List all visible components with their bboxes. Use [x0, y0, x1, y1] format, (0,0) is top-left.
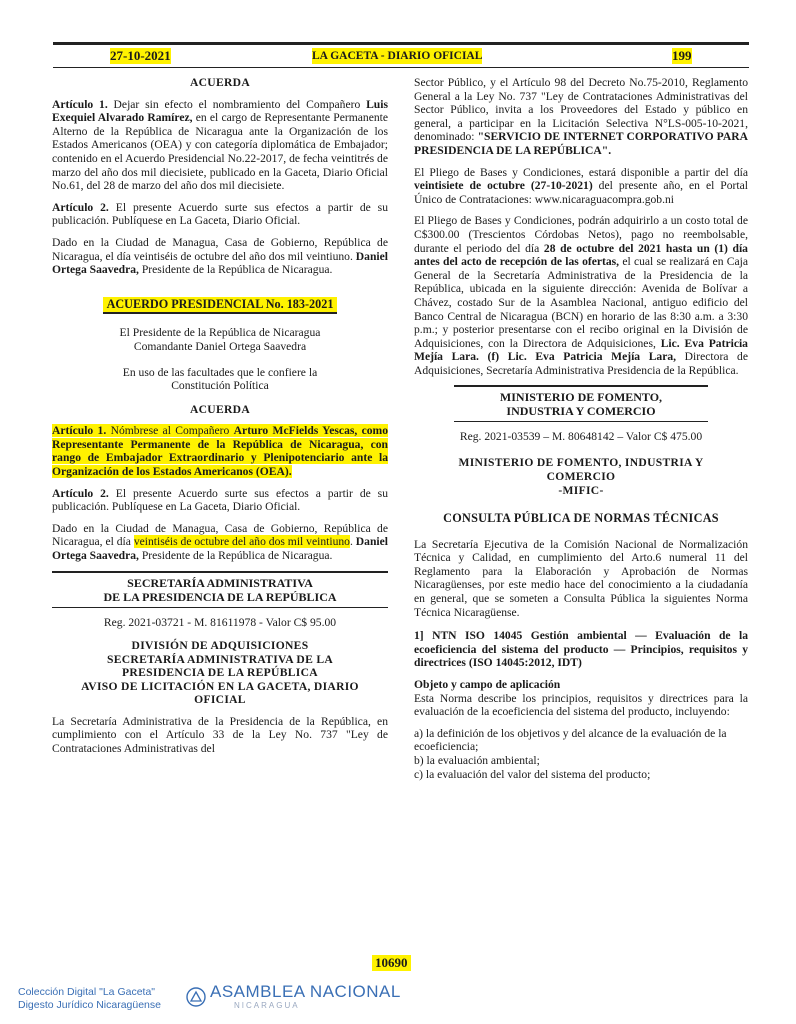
- division-line: AVISO DE LICITACIÓN EN LA GACETA, DIARIO: [81, 679, 359, 693]
- article-label: Artículo 1.: [52, 424, 107, 438]
- article-2: [52, 487, 388, 514]
- header-page-number: 199: [672, 48, 692, 63]
- pliego-date: veintisiete de octubre (27-10-2021): [414, 179, 593, 193]
- president-line: El Presidente de la República de Nicaragua: [119, 326, 321, 340]
- article-2: [52, 201, 388, 228]
- asamblea-country: NICARAGUA: [234, 1001, 300, 1010]
- ministerio-line: INDUSTRIA Y COMERCIO: [506, 404, 656, 419]
- list-item: c) la evaluación del valor del sistema del producto;: [414, 767, 651, 781]
- article-text: El presente Acuerdo surte sus efectos a partir de su publicación. Publíquese en La Gaceta, Diario Oficial.: [52, 200, 388, 228]
- aviso-paragraph: La Secretaría Administrativa de la Presidencia de la República, en cumplimiento con el Artículo 33 de la Ley No. 737 "Ley de Contrataciones Administrativas del: [52, 714, 388, 755]
- header-date: 27-10-2021: [110, 48, 171, 63]
- footer-collection-line: Digesto Jurídico Nicaragüense: [18, 999, 161, 1011]
- mific-line: -MIFIC-: [558, 484, 604, 498]
- article-label: Artículo 1.: [52, 97, 108, 111]
- consulta-title: CONSULTA PÚBLICA DE NORMAS TÉCNICAS: [443, 511, 719, 526]
- division-line: DIVISIÓN DE ADQUISICIONES: [131, 639, 309, 653]
- pliego-acquisition: [414, 214, 748, 377]
- right-column: [414, 76, 748, 787]
- norma-title: 1] NTN ISO 14045 Gestión ambiental — Evaluación de la ecoeficiencia del sistema del producto — Principios, requisitos y directrices (ISO 14045:2012, IDT): [414, 629, 748, 670]
- licitacion-text: Sector Público, y el Artículo 98 del Decreto No.75-2010, Reglamento General a la Ley No. 737 "Ley de Contrataciones Administrativas del Sector Público, invita a los Proveedores del Estado y público en general, a participar en la Licitación Selectiva N°LS-005-10-2021, denominado:: [414, 76, 748, 144]
- article-text: Dejar sin efecto el nombramiento del Compañero: [107, 97, 367, 111]
- division-line: SECRETARÍA ADMINISTRATIVA DE LA: [106, 652, 334, 666]
- pliego-text: El Pliego de Bases y Condiciones, podrán adquirirlo a un costo total de C$300.00 (Trescientos Córdobas Netos), pago no reembolsable, durante el periodo del día: [414, 214, 748, 255]
- pliego-text: del presente año, en el Portal Único de Contrataciones: www.nicaraguacompra.gob.ni: [414, 179, 748, 206]
- secretaria-line: SECRETARÍA ADMINISTRATIVA: [127, 575, 313, 590]
- article-1-appointment: [52, 424, 388, 478]
- faculties-line: En uso de las facultades que le confiere la: [122, 365, 318, 379]
- constitution-line: Constitución Política: [171, 379, 269, 393]
- article-label: Artículo 2.: [52, 200, 109, 214]
- acuerdo-title: ACUERDO PRESIDENCIAL No. 183-2021: [103, 297, 338, 315]
- objeto-paragraph: Esta Norma describe los principios, requisitos y directrices para la evaluación de la ecoeficiencia del sistema del producto, incluyendo:: [414, 691, 748, 719]
- footer-asamblea: [186, 983, 401, 1010]
- pliego-text: El Pliego de Bases y Condiciones, estará disponible a partir del día: [414, 165, 748, 179]
- given-at-text: Dado en la Ciudad de Managua, Casa de Gobierno, República de Nicaragua, el día: [52, 521, 388, 549]
- given-at-text: Dado en la Ciudad de Managua, Casa de Gobierno, República de Nicaragua, el día veintiséis de octubre del año dos mil veintiuno.: [52, 235, 388, 263]
- asamblea-logo-icon: [186, 987, 206, 1007]
- asamblea-name: ASAMBLEA NACIONAL: [210, 982, 401, 1001]
- page-footer-number: 10690: [372, 955, 411, 971]
- signer-role: Directora de Adquisiciones, Secretaría Administrativa Presidencia de la República.: [414, 350, 748, 377]
- objeto-title: Objeto y campo de aplicación: [414, 678, 561, 691]
- division-line: PRESIDENCIA DE LA REPÚBLICA: [122, 666, 318, 680]
- article-text: en el cargo de Representante Permanente Alterno de la República de Nicaragua ante la Organización de los Estados Americanos (OEA) y con categoría diplomática de Embajador; contenido en el Acuerdo Presidencial No.22-2017, de fecha veintitrés de marzo del año dos mil diecisiete, publicado en la Gaceta, Diario Oficial No.61, del 28 de marzo del año dos mil diecisiete.: [52, 111, 388, 193]
- pliego-period: 28 de octubre del 2021 hasta un (1) día antes del acto de recepción de las ofertas,: [414, 241, 748, 269]
- left-column: [52, 76, 388, 764]
- mific-line: COMERCIO: [546, 470, 616, 484]
- header-publication: LA GACETA - DIARIO OFICIAL: [312, 50, 483, 62]
- signer-name: Daniel Ortega Saavedra,: [52, 535, 388, 563]
- secretaria-line: DE LA PRESIDENCIA DE LA REPÚBLICA: [103, 589, 337, 604]
- mific-line: MINISTERIO DE FOMENTO, INDUSTRIA Y: [458, 456, 704, 470]
- president-name-line: Comandante Daniel Ortega Saavedra: [133, 339, 307, 353]
- ministerio-heading: [454, 385, 708, 422]
- acuerdo-title-wrap: [52, 297, 388, 315]
- appointment-text: Arturo McFields Yescas, como Representante Permanente de la República de Nicaragua, con rango de Embajador Extraordinario y Plenipotenciario ante la Organización de los Estados Americanos (OEA).: [52, 424, 388, 479]
- mific-heading: [414, 456, 748, 498]
- registration-line: Reg. 2021-03539 – M. 80648142 – Valor C$ 475.00: [459, 430, 703, 444]
- division-heading: [52, 639, 388, 707]
- highlighted-date: veintiséis de octubre del año dos mil veintiuno: [133, 535, 350, 549]
- signer-role: Presidente de la República de Nicaragua.: [138, 263, 333, 277]
- footer-collection-line: Colección Digital "La Gaceta": [18, 986, 156, 998]
- header-bottom-rule: [53, 67, 749, 68]
- acuerda-heading: ACUERDA: [189, 76, 251, 89]
- division-line: OFICIAL: [194, 693, 246, 707]
- header-top-rule: [53, 42, 749, 45]
- article-text: Nómbrese al Compañero: [106, 424, 234, 438]
- secretaria-heading: [52, 571, 388, 608]
- consulta-paragraph: La Secretaría Ejecutiva de la Comisión Nacional de Normalización Técnica y Calidad, en cumplimiento del Arto.6 numeral 11 del Reglamento para la Elaboración y Aprobación de Normas Nicaragüenses, por este medio hace del conocimiento a la ciudadanía en general, que se someten a Consulta Pública la siguientes Norma Técnica Nicaragüense.: [414, 537, 748, 619]
- registration-line: Reg. 2021-03721 - M. 81611978 - Valor C$ 95.00: [103, 615, 337, 629]
- list-item: a) la definición de los objetivos y del alcance de la evaluación de la ecoeficiencia;: [414, 726, 727, 754]
- pliego-availability: [414, 166, 748, 207]
- person-name: Luis Exequiel Alvarado Ramírez,: [52, 97, 388, 125]
- licitacion-service: "SERVICIO DE INTERNET CORPORATIVO PARA PRESIDENCIA DE LA REPÚBLICA".: [414, 130, 748, 157]
- acuerda-heading: ACUERDA: [189, 402, 251, 416]
- article-label: Artículo 2.: [52, 486, 109, 500]
- article-text: El presente Acuerdo surte sus efectos a partir de su publicación. Publíquese en La Gaceta, Diario Oficial.: [52, 486, 388, 514]
- signer-name: Daniel Ortega Saavedra,: [52, 249, 388, 277]
- ministerio-line: MINISTERIO DE FOMENTO,: [499, 390, 663, 405]
- given-at-paragraph: [52, 522, 388, 563]
- signer-role: Presidente de la República de Nicaragua.: [138, 549, 333, 563]
- given-at-paragraph: [52, 236, 388, 277]
- licitacion-paragraph: [414, 76, 748, 158]
- footer-collection: [18, 986, 161, 1012]
- list-item: b) la evaluación ambiental;: [414, 753, 540, 767]
- signer-name: Lic. Eva Patricia Mejía Lara. (f) Lic. Eva Patricia Mejía Lara,: [414, 336, 748, 364]
- given-at-text: .: [349, 535, 356, 549]
- pliego-text: el cual se realizará en Caja General de la Secretaría Administrativa de la Presidencia de la República, ubicada en la siguiente dirección: Avenida de Bolívar a Chávez, costado Sur de la Asamblea Nacional, antiguo edificio del Banco Central de Nicaragua (BCN) en horario de las 8:30 a.m. a 3:30 p.m.; y posterior presentarse con el recibo original en la División de Adquisiciones, con la Directora de Adquisiciones,: [414, 255, 748, 350]
- objeto-list: [414, 727, 748, 781]
- article-1: [52, 98, 388, 193]
